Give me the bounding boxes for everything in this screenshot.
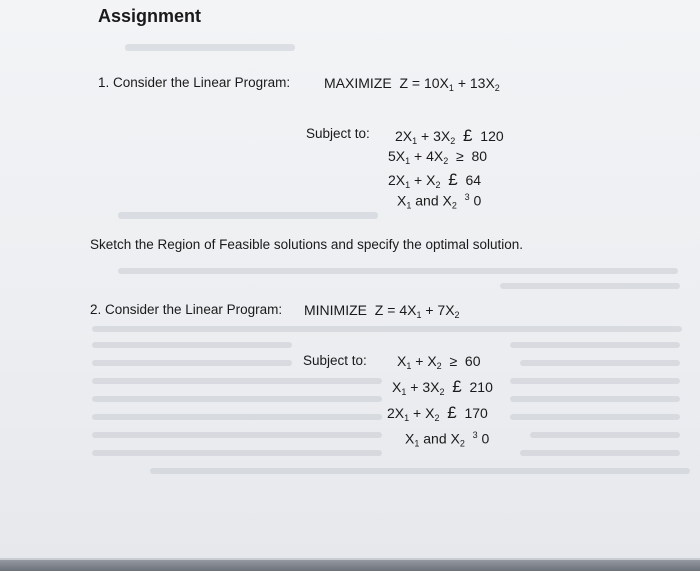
q1-constraint-4: $X_1$ and $X_2$ $^3$ 0 (397, 192, 482, 211)
q2-constraint-4: $X_1$ and $X_2$ $^3$ 0 (405, 430, 490, 449)
q1-constraint-2: $5X_1 + 4X_2 \ge 80$ (388, 148, 488, 166)
q2-intro: 2. Consider the Linear Program: (90, 302, 283, 317)
q2-constraint-3: $2X_1 + X_2$ £ 170 (387, 403, 488, 423)
q2-subject-to: Subject to: (303, 353, 367, 368)
q1-subject-to: Subject to: (306, 126, 370, 141)
bottom-edge-shadow (0, 558, 700, 571)
q1-constraint-1: $2X_1 + 3X_2$ £ 120 (395, 126, 504, 146)
q1-objective: MAXIMIZE $Z = 10X_1 + 13X_2$ (324, 75, 500, 93)
q1-constraint-3: $2X_1 + X_2$ £ 64 (388, 170, 482, 190)
q1-intro: 1. Consider the Linear Program: (98, 75, 291, 90)
q2-constraint-1: $X_1 + X_2 \ge 60$ (397, 353, 481, 371)
q2-objective: MINIMIZE $Z = 4X_1 + 7X_2$ (304, 302, 460, 320)
q1-task: Sketch the Region of Feasible solutions and specify the optimal solution. (90, 237, 524, 252)
assignment-heading: Assignment (98, 6, 202, 26)
q2-constraint-2: $X_1 + 3X_2$ £ 210 (392, 377, 493, 397)
